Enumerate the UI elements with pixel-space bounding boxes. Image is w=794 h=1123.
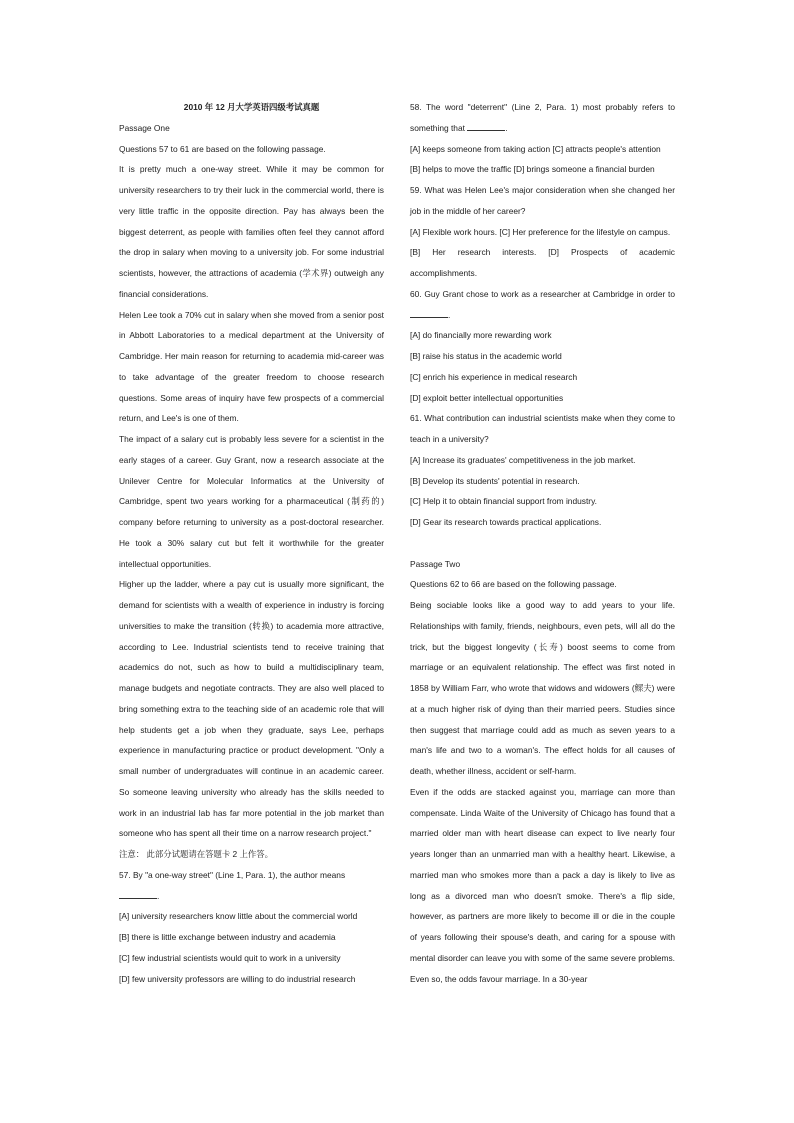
question-57-option-a: [A] university researchers know little about the commercial world (119, 911, 358, 922)
passage-two-label: Passage Two (410, 558, 461, 569)
question-60-end: . (448, 309, 451, 320)
question-58-text: 58. The word "deterrent" (Line 2, Para. 1) most probably refers to something that (410, 102, 675, 133)
question-58-stem (410, 97, 675, 139)
question-58-option-ac: [A] keeps someone from taking action [C] attracts people's attention (410, 143, 661, 154)
question-57-blank-line (119, 886, 384, 907)
left-column (119, 97, 384, 989)
question-58-option-bd: [B] helps to move the traffic [D] brings someone a financial burden (410, 164, 655, 175)
question-61-stem: 61. What contribution can industrial scientists make when they come to teach in a university? (410, 413, 675, 444)
passage-one-paragraph-3: The impact of a salary cut is probably less severe for a scientist in the early stages of a career. Guy Grant, now a research associate at the Unilever Centre for Molecular Informatics at the University of Cambridge, spent two years working for a pharmaceutical (制药的) company before returning to university as a post-doctoral researcher. He took a 30% salary cut but felt it worthwhile for the greater intellectual opportunities. (119, 434, 384, 569)
question-60-stem (410, 284, 675, 326)
section-gap (410, 533, 675, 554)
question-61-option-b: [B] Develop its students' potential in research. (410, 475, 580, 486)
question-58-end: . (505, 122, 508, 133)
question-60-option-d: [D] exploit better intellectual opportunities (410, 392, 564, 403)
question-60-option-c: [C] enrich his experience in medical research (410, 371, 578, 382)
question-57-option-c: [C] few industrial scientists would quit to work in a university (119, 952, 341, 963)
answer-blank (119, 890, 160, 901)
passage-one-paragraph-1: It is pretty much a one-way street. While it may be common for university researchers to try their luck in the commercial world, there is very little traffic in the opposite direction. Pay has always been the biggest deterrent, as people with families often feel they cannot afford the drop in salary when moving to a university job. For some industrial scientists, however, the attractions of academia (学术界) outweigh any financial considerations. (119, 164, 384, 299)
passage-two-instructions: Questions 62 to 66 are based on the following passage. (410, 579, 617, 590)
question-57-text: 57. By "a one-way street" (Line 1, Para. 1), the author means (119, 869, 346, 880)
question-61-option-a: [A] Increase its graduates' competitiveness in the job market. (410, 454, 636, 465)
passage-one-label: Passage One (119, 122, 170, 133)
question-61-option-d: [D] Gear its research towards practical applications. (410, 517, 602, 527)
passage-one-paragraph-2: Helen Lee took a 70% cut in salary when she moved from a senior post in Abbott Laboratories to a medical department at the University of Cambridge. Her main reason for returning to academia mid-career was to take advantage of the greater freedom to choose research questions. Some areas of inquiry have few prospects of a commercial return, and Lee's is one of them. (119, 309, 384, 424)
answer-blank (467, 122, 508, 133)
question-59-stem: 59. What was Helen Lee's major consideration when she changed her job in the middle of her career? (410, 185, 675, 216)
passage-one-instructions: Questions 57 to 61 are based on the following passage. (119, 143, 326, 154)
question-60-option-a: [A] do financially more rewarding work (410, 330, 552, 341)
question-60-text: 60. Guy Grant chose to work as a researcher at Cambridge in order to (410, 288, 675, 299)
right-column (410, 97, 675, 989)
question-61-option-c: [C] Help it to obtain financial support from industry. (410, 496, 597, 507)
question-59-option-ac: [A] Flexible work hours. [C] Her preference for the lifestyle on campus. (410, 226, 671, 237)
answer-blank (410, 309, 451, 320)
question-57-stem (119, 865, 384, 886)
answer-sheet-note: 注意： 此部分试题请在答题卡 2 上作答。 (119, 849, 274, 859)
question-60-option-b: [B] raise his status in the academic world (410, 351, 562, 361)
question-59-option-bd: [B] Her research interests. [D] Prospects of academic accomplishments. (410, 247, 675, 278)
passage-two-paragraph-1: Being sociable looks like a good way to add years to your life. Relationships with family, friends, neighbours, even pets, will all do the trick, but the biggest longevity (长寿) boost seems to come from marriage or an equivalent relationship. The effect was first noted in 1858 by William Farr, who wrote that widows and widowers (鳏夫) were at a much higher risk of dying than their married peers. Studies since then suggest that marriage could add as much as seven years to a man's life and two to a woman's. The effect holds for all causes of death, whether illness, accident or self-harm. (410, 600, 675, 776)
page-title: 2010 年 12 月大学英语四级考试真题 (183, 102, 320, 112)
passage-two-paragraph-2: Even if the odds are stacked against you, marriage can more than compensate. Linda Waite of the University of Chicago has found that a married older man with heart disease can expect to live nearly four years longer than an unmarried man with a healthy heart. Likewise, a married man who smokes more than a pack a day is likely to live as long as a divorced man who doesn't smoke. There's a flip side, however, as partners are more likely to become ill or die in the couple of years following their spouse's death, and caring for a spouse with mental disorder can leave you with some of the same severe problems. Even so, the odds favour marriage. In a 30-year (410, 786, 675, 984)
question-57-option-d: [D] few university professors are willing to do industrial research (119, 973, 356, 984)
passage-one-paragraph-4: Higher up the ladder, where a pay cut is usually more significant, the demand for scientists with a wealth of experience in industry is forcing universities to make the transition (转换) to academia more attractive, according to Lee. Industrial scientists tend to receive training that academics do not, such as how to build a multidisciplinary team, manage budgets and negotiate contracts. They are also well placed to bring something extra to the teaching side of an academic role that will help students get a job when they graduate, says Lee, perhaps experience in manufacturing practice or product development. "Only a small number of undergraduates will continue in an academic career. So someone leaving university who already has the skills needed to work in an industrial lab has far more potential in the job market than someone who has spent all their time on a narrow research project." (119, 579, 384, 839)
question-57-option-b: [B] there is little exchange between industry and academia (119, 932, 336, 942)
question-57-end: . (157, 890, 160, 901)
